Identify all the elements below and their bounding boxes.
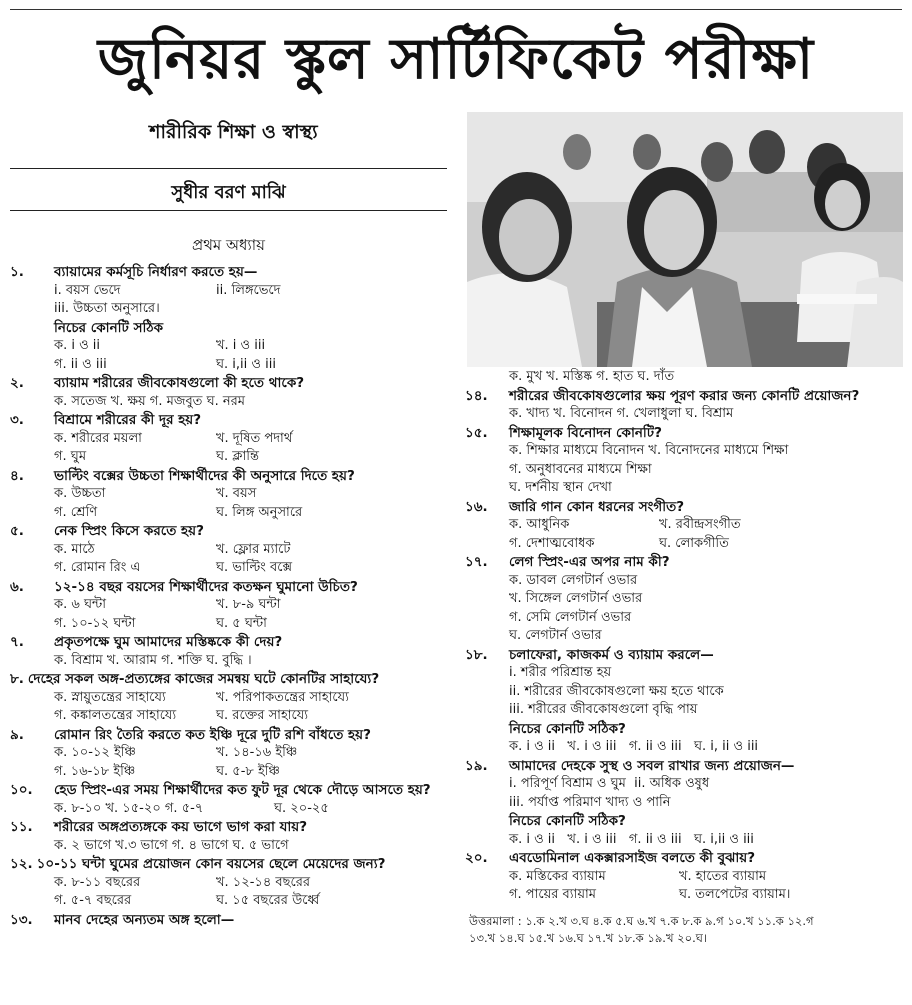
option-row: গ. ii ও iii ঘ. i,ii ও iii bbox=[54, 356, 276, 372]
option-row: i. বয়স ভেদে ii. লিঙ্গভেদে bbox=[54, 282, 281, 298]
option-row: ক. ৮-১০ খ. ১৫-২০ গ. ৫-৭ ঘ. ২০-২৫ bbox=[54, 800, 329, 816]
question: ৪. ভাল্টিং বক্সের উচ্চতা শিক্ষার্থীদের কী অনুসারে দিতে হয়? bbox=[10, 467, 355, 484]
option-row: ক. উচ্চতা খ. বয়স bbox=[54, 486, 257, 501]
option: ক. ২ ভাগে খ.৩ ভাগে গ. ৪ ভাগে ঘ. ৫ ভাগে bbox=[54, 837, 289, 853]
option-row: ক. ১০-১২ ইঞ্চি খ. ১৪-১৬ ইঞ্চি bbox=[54, 745, 298, 760]
question: ১৫. শিক্ষামূলক বিনোদন কোনটি? bbox=[465, 424, 662, 441]
question: ৯. রোমান রিং তৈরি করতে কত ইঞ্চি দূরে দুটি রশি বাঁধতে হয়? bbox=[10, 726, 371, 743]
answer-key-line: ১৩.খ ১৪.ঘ ১৫.খ ১৬.ঘ ১৭.খ ১৮.ক ১৯.খ ২০.ঘ। bbox=[469, 930, 707, 945]
question: ১০. হেড স্প্রিং-এর সময় শিক্ষার্থীদের কত ফুট দূর থেকে দৌড়ে আসতে হয়? bbox=[10, 782, 431, 798]
option-row: গ. দেশাত্মবোধক ঘ. লোকগীতি bbox=[509, 535, 729, 551]
option: iii. শরীরের জীবকোষগুলো বৃদ্ধি পায় bbox=[509, 702, 698, 717]
option: ক. মুখ খ. মস্তিষ্ক গ. হাত ঘ. দাঁত bbox=[509, 369, 675, 384]
chapter-heading: প্রথম অধ্যায় bbox=[192, 236, 265, 254]
option-row: ক. স্নায়ুতন্ত্রের সাহায্যে খ. পরিপাকতন্ত্রের সাহায্যে bbox=[54, 689, 349, 705]
option: ঘ. দর্শনীয় স্থান দেখা bbox=[509, 480, 612, 495]
option: iii. পর্যাপ্ত পরিমাণ খাদ্য ও পানি bbox=[509, 794, 671, 810]
option-row: গ. রোমান রিং এ ঘ. ভাল্টিং বক্সে bbox=[54, 560, 292, 575]
question-prompt: নিচের কোনটি সঠিক? bbox=[509, 813, 626, 829]
option-row: গ. ১৬-১৮ ইঞ্চি ঘ. ৫-৮ ইঞ্চি bbox=[54, 763, 280, 779]
option-row: গ. পায়ের ব্যায়াম ঘ. তলপেটের ব্যায়াম। bbox=[509, 887, 791, 902]
option-row: ক. ৬ ঘন্টা খ. ৮-৯ ঘন্টা bbox=[54, 597, 281, 612]
option-row: ক. আধুনিক খ. রবীন্দ্রসংগীত bbox=[509, 517, 741, 532]
question: ১৬. জারি গান কোন ধরনের সংগীত? bbox=[465, 498, 685, 515]
option: ক. i ও ii খ. i ও iii গ. ii ও iii ঘ. i, ii ও iii bbox=[509, 739, 759, 754]
option-row: ক. মস্তিকের ব্যায়াম খ. হাতের ব্যায়াম bbox=[509, 868, 767, 884]
classroom-photo bbox=[467, 112, 903, 367]
divider bbox=[10, 210, 447, 211]
option: গ. অনুধাবনের মাধ্যমে শিক্ষা bbox=[509, 461, 652, 477]
top-rule bbox=[10, 9, 902, 10]
question: ১. ব্যায়ামের কর্মসূচি নির্ধারণ করতে হয়— bbox=[10, 264, 258, 280]
option-row: গ. ১০-১২ ঘন্টা ঘ. ৫ ঘন্টা bbox=[54, 615, 267, 631]
option-row: গ. ঘুম ঘ. ক্লান্তি bbox=[54, 449, 259, 464]
question: ২০. এবডোমিনাল একক্সারসাইজ বলতে কী বুঝায়? bbox=[465, 850, 756, 866]
question-prompt: নিচের কোনটি সঠিক bbox=[54, 319, 164, 336]
page-title: জুনিয়র স্কুল সার্টিফিকেট পরীক্ষা bbox=[97, 27, 815, 92]
option: ii. শরীরের জীবকোষগুলো ক্ষয় হতে থাকে bbox=[509, 683, 724, 699]
question: ৬. ১২-১৪ বছর বয়সের শিক্ষার্থীদের কতক্ষন ঘুমানো উচিত? bbox=[10, 578, 358, 595]
question: ১২. ১০-১১ ঘন্টা ঘুমের প্রয়োজন কোন বয়সের ছেলে মেয়েদের জন্য? bbox=[10, 856, 386, 872]
option-row: গ. ৫-৭ বছরের ঘ. ১৫ বছরের উর্ধ্বে bbox=[54, 893, 320, 908]
question: ৮. দেহের সকল অঙ্গ-প্রত্যঙ্গের কাজের সমন্বয় ঘটে কোনটির সাহায্যে? bbox=[10, 671, 380, 687]
left-column bbox=[10, 263, 450, 929]
answer-key-line: উত্তরমালা : ১.ক ২.খ ৩.ঘ ৪.ক ৫.ঘ ৬.খ ৭.ক ৮.ক ৯.গ ১০.খ ১১.ক ১২.গ bbox=[469, 913, 814, 928]
question: ১৪. শরীরের জীবকোষগুলোর ক্ষয় পূরণ করার জন্য কোনটি প্রয়োজন? bbox=[465, 387, 860, 404]
option-row: ক. শরীরের ময়লা খ. দূষিত পদার্থ bbox=[54, 430, 293, 446]
author-name: সুধীর বরণ মাঝি bbox=[171, 182, 286, 203]
option: ক. খাদ্য খ. বিনোদন গ. খেলাধুলা ঘ. বিশ্রাম bbox=[509, 406, 734, 421]
option-row: ক. ৮-১১ বছরের খ. ১২-১৪ বছরের bbox=[54, 874, 311, 890]
option-row: গ. শ্রেণি ঘ. লিঙ্গ অনুসারে bbox=[54, 504, 303, 520]
option-row: গ. কঙ্কালতন্ত্রের সাহায্যে ঘ. রক্তের সাহায্যে bbox=[54, 708, 309, 723]
option: ঘ. লেগটার্ন ওভার bbox=[509, 628, 602, 643]
option: গ. সেমি লেগটার্ন ওভার bbox=[509, 609, 632, 625]
option: ক. সতেজ খ. ক্ষয় গ. মজবুত ঘ. নরম bbox=[54, 393, 245, 409]
question: ১৩. মানব দেহের অন্যতম অঙ্গ হলো— bbox=[10, 911, 235, 928]
question: ১৭. লেগ স্প্রিং-এর অপর নাম কী? bbox=[465, 554, 670, 570]
answer-key bbox=[465, 913, 907, 947]
right-column bbox=[465, 368, 907, 947]
option: i. শরীর পরিশ্রান্ত হয় bbox=[509, 665, 612, 680]
option: iii. উচ্চতা অনুসারে। bbox=[54, 301, 160, 316]
option: ক. ডাবল লেগটার্ন ওভার bbox=[509, 572, 638, 588]
question-prompt: নিচের কোনটি সঠিক? bbox=[509, 720, 626, 737]
question: ১৮. চলাফেরা, কাজকর্ম ও ব্যায়াম করলে— bbox=[465, 646, 714, 663]
option: ক. শিক্ষার মাধ্যমে বিনোদন খ. বিনোদনের মাধ্যমে শিক্ষা bbox=[509, 443, 789, 458]
question: ৩. বিশ্রামে শরীরের কী দূর হয়? bbox=[10, 412, 202, 428]
divider bbox=[10, 168, 447, 169]
question: ৫. নেক স্প্রিং কিসে করতে হয়? bbox=[10, 523, 204, 539]
subject-heading: শারীরিক শিক্ষা ও স্বাস্থ্য bbox=[149, 121, 318, 143]
option-row: ক. i ও ii খ. i ও iii bbox=[54, 338, 266, 353]
question: ১৯. আমাদের দেহকে সুস্থ ও সবল রাখার জন্য প্রয়োজন— bbox=[465, 757, 795, 774]
question: ৭. প্রকৃতপক্ষে ঘুম আমাদের মস্তিষ্ককে কী দেয়? bbox=[10, 634, 283, 650]
option: খ. সিঙ্গেল লেগটার্ন ওভার bbox=[509, 591, 643, 606]
question: ১১. শরীরের অঙ্গপ্রত্যঙ্গকে কয় ভাগে ভাগ করা যায়? bbox=[10, 819, 308, 835]
option: ক. বিশ্রাম খ. আরাম গ. শক্তি ঘ. বুদ্ধি । bbox=[54, 652, 252, 668]
question: ২. ব্যায়াম শরীরের জীবকোষগুলো কী হতে থাকে? bbox=[10, 375, 305, 391]
option-row: ক. মাঠে খ. ফ্লোর ম্যাটে bbox=[54, 541, 291, 557]
option: ক. i ও ii খ. i ও iii গ. ii ও iii ঘ. i,ii ও iii bbox=[509, 831, 754, 847]
option: i. পরিপূর্ণ বিশ্রাম ও ঘুম ii. অধিক ওষুধ bbox=[509, 776, 710, 791]
